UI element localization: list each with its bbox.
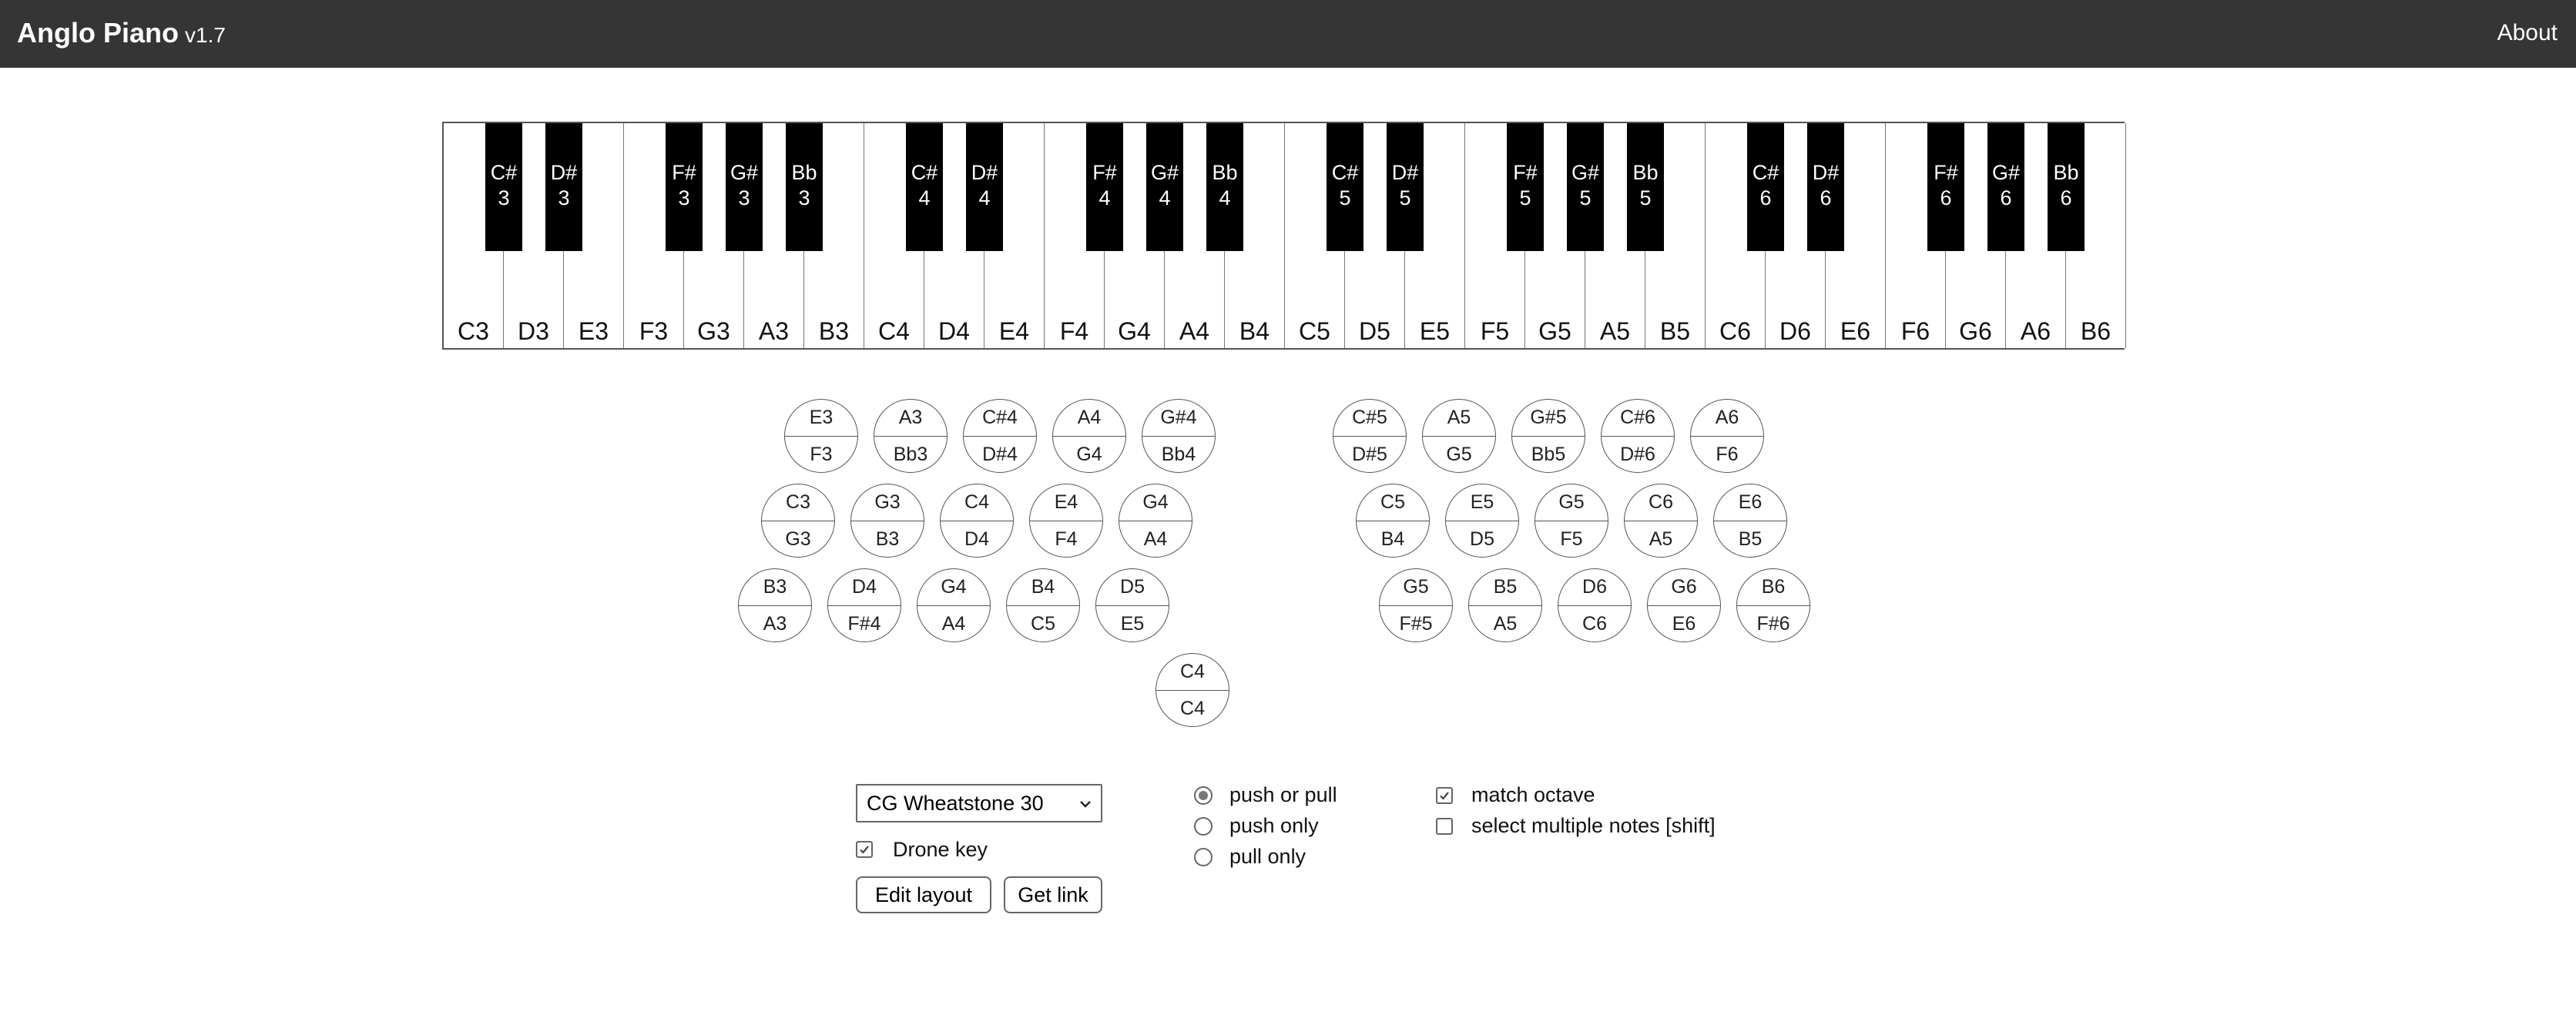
- layout-select-value: CG Wheatstone 30: [867, 792, 1044, 815]
- push-note-label: D4: [852, 576, 877, 598]
- button-divider: [1558, 605, 1631, 606]
- push-note-label: E5: [1470, 491, 1494, 513]
- concertina-button-left[interactable]: [940, 484, 1014, 558]
- edit-layout-button[interactable]: Edit layout: [856, 876, 991, 913]
- white-key-label: F5: [1480, 317, 1510, 345]
- concertina-button-right[interactable]: [1535, 484, 1608, 558]
- match-octave-label: match octave: [1471, 783, 1595, 806]
- white-key-label: C6: [1719, 317, 1751, 345]
- black-key-label: Bb 3: [791, 161, 817, 209]
- black-key[interactable]: [485, 123, 522, 251]
- concertina-button-right[interactable]: [1690, 399, 1764, 473]
- concertina-button-left[interactable]: [738, 568, 812, 642]
- push-note-label: C4: [1180, 661, 1205, 682]
- concertina-button-right[interactable]: [1558, 568, 1632, 642]
- white-key-label: B6: [2080, 317, 2111, 345]
- push-note-label: G4: [941, 576, 967, 598]
- black-key[interactable]: [2048, 123, 2085, 251]
- button-divider: [964, 436, 1036, 437]
- pull-note-label: G4: [1076, 444, 1102, 465]
- pull-note-label: Bb5: [1531, 444, 1566, 465]
- app-title: [17, 17, 226, 49]
- black-key-label: F# 5: [1513, 161, 1538, 209]
- concertina-button-right[interactable]: [1647, 568, 1721, 642]
- concertina-button-right[interactable]: [1713, 484, 1787, 558]
- pull-note-label: F#5: [1399, 613, 1433, 635]
- push-note-label: D5: [1120, 576, 1145, 598]
- pull-note-label: B4: [1380, 528, 1405, 550]
- pull-note-label: D5: [1470, 528, 1494, 550]
- concertina-button-right[interactable]: [1445, 484, 1519, 558]
- concertina-button-left[interactable]: [963, 399, 1037, 473]
- app-version: v1.7: [185, 23, 226, 47]
- push-note-label: G5: [1403, 576, 1429, 598]
- pull-note-label: C6: [1582, 613, 1607, 635]
- black-key-label: C# 4: [911, 161, 938, 209]
- push-note-label: G6: [1671, 576, 1697, 598]
- white-key-label: A4: [1179, 317, 1210, 345]
- black-key-label: C# 5: [1331, 161, 1359, 209]
- pull-note-label: F4: [1055, 528, 1078, 550]
- select-multiple-checkbox[interactable]: [1436, 818, 1453, 835]
- black-key[interactable]: [726, 123, 763, 251]
- button-divider: [1648, 605, 1720, 606]
- black-key[interactable]: [1747, 123, 1784, 251]
- white-key-label: B5: [1659, 317, 1691, 345]
- pull-note-label: G3: [785, 528, 811, 550]
- black-key-label: C# 3: [490, 161, 518, 209]
- match-octave-checkbox[interactable]: [1436, 787, 1453, 804]
- pull-note-label: F6: [1716, 444, 1739, 465]
- push-note-label: C#4: [982, 407, 1018, 428]
- concertina-button-left[interactable]: [1095, 568, 1169, 642]
- white-key-label: C4: [878, 317, 910, 345]
- push-note-label: C5: [1380, 491, 1405, 513]
- push-note-label: E3: [809, 407, 834, 428]
- black-key[interactable]: [1206, 123, 1243, 251]
- concertina-button-left[interactable]: [850, 484, 924, 558]
- button-divider: [1602, 436, 1674, 437]
- concertina-button-right[interactable]: [1422, 399, 1496, 473]
- white-key-label: B3: [818, 317, 850, 345]
- concertina-button-right[interactable]: [1624, 484, 1698, 558]
- push-note-label: B4: [1031, 576, 1055, 598]
- about-link[interactable]: About: [2497, 20, 2558, 45]
- black-key-label: C# 6: [1752, 161, 1779, 209]
- concertina-button-left[interactable]: [761, 484, 835, 558]
- white-key-label: E6: [1840, 317, 1871, 345]
- white-key-label: F3: [639, 317, 669, 345]
- push-or-pull-label: push or pull: [1229, 783, 1337, 806]
- push-only-radio[interactable]: [1194, 817, 1213, 836]
- button-divider: [917, 605, 990, 606]
- concertina-button-left[interactable]: [917, 568, 991, 642]
- push-note-label: A4: [1077, 407, 1102, 428]
- white-key-label: E5: [1419, 317, 1451, 345]
- button-divider: [1142, 436, 1215, 437]
- concertina-button-right[interactable]: [1511, 399, 1585, 473]
- black-key-label: G# 5: [1571, 161, 1600, 209]
- white-key-label: B4: [1239, 317, 1270, 345]
- white-key-label: F6: [1900, 317, 1930, 345]
- concertina-button-right[interactable]: [1601, 399, 1675, 473]
- concertina-button-right[interactable]: [1379, 568, 1453, 642]
- button-divider: [1380, 605, 1452, 606]
- black-key[interactable]: [786, 123, 823, 251]
- white-key-label: D3: [518, 317, 549, 345]
- pull-note-label: D#5: [1352, 444, 1387, 465]
- pull-note-label: D#4: [982, 444, 1018, 465]
- black-key-label: G# 4: [1150, 161, 1179, 209]
- button-divider: [874, 436, 947, 437]
- radio-selected-dot: [1199, 791, 1208, 800]
- chevron-down-icon: [1078, 796, 1093, 816]
- app-header: [0, 0, 2576, 68]
- white-key-label: G5: [1538, 317, 1571, 345]
- piano-keyboard: [442, 122, 2125, 350]
- button-divider: [1053, 436, 1125, 437]
- pull-note-label: E6: [1672, 613, 1696, 635]
- push-note-label: G3: [874, 491, 901, 513]
- push-note-label: C#5: [1352, 407, 1387, 428]
- concertina-button-left[interactable]: [827, 568, 901, 642]
- pull-note-label: C5: [1031, 613, 1055, 635]
- button-divider: [1512, 436, 1585, 437]
- push-note-label: E6: [1738, 491, 1763, 513]
- black-key[interactable]: [1327, 123, 1363, 251]
- white-key-label: A6: [2020, 317, 2051, 345]
- pull-note-label: B5: [1738, 528, 1763, 550]
- pull-note-label: A4: [1143, 528, 1168, 550]
- push-or-pull-radio[interactable]: [1194, 786, 1213, 805]
- black-key[interactable]: [1567, 123, 1604, 251]
- pull-note-label: A3: [763, 613, 787, 635]
- push-only-label: push only: [1229, 814, 1319, 837]
- button-divider: [1007, 605, 1079, 606]
- black-key-label: Bb 5: [1632, 161, 1659, 209]
- push-note-label: B5: [1493, 576, 1518, 598]
- white-key-label: A5: [1599, 317, 1631, 345]
- pull-only-label: pull only: [1229, 845, 1306, 868]
- pull-note-label: G5: [1446, 444, 1472, 465]
- push-note-label: C#6: [1620, 407, 1655, 428]
- concertina-button-left[interactable]: [1052, 399, 1126, 473]
- button-divider: [739, 605, 811, 606]
- pull-note-label: C4: [1180, 698, 1205, 719]
- black-key[interactable]: [966, 123, 1003, 251]
- black-key-label: F# 4: [1092, 161, 1117, 209]
- button-divider: [1737, 605, 1810, 606]
- select-multiple-label: select multiple notes [shift]: [1471, 814, 1716, 837]
- white-key-label: G6: [1959, 317, 1992, 345]
- concertina-button-left[interactable]: [1029, 484, 1103, 558]
- black-key-label: G# 6: [1991, 161, 2021, 209]
- get-link-button[interactable]: Get link: [1004, 876, 1102, 913]
- concertina-button-left[interactable]: [1119, 484, 1192, 558]
- push-note-label: D6: [1582, 576, 1607, 598]
- push-note-label: G#4: [1160, 407, 1197, 428]
- white-key-label: D5: [1359, 317, 1390, 345]
- button-divider: [1423, 436, 1495, 437]
- concertina-button-left[interactable]: [1006, 568, 1080, 642]
- drone-key-label: Drone key: [893, 838, 988, 861]
- pull-note-label: E5: [1120, 613, 1145, 635]
- push-note-label: E4: [1054, 491, 1078, 513]
- pull-note-label: F#6: [1756, 613, 1790, 635]
- white-key-label: C5: [1299, 317, 1330, 345]
- push-note-label: A6: [1715, 407, 1739, 428]
- black-key[interactable]: [545, 123, 582, 251]
- white-key-label: F4: [1059, 317, 1089, 345]
- concertina-button-right[interactable]: [1356, 484, 1430, 558]
- layout-select[interactable]: [856, 784, 1102, 822]
- black-key-label: D# 6: [1812, 161, 1840, 209]
- button-divider: [1096, 605, 1169, 606]
- pull-note-label: D4: [964, 528, 989, 550]
- black-key-label: Bb 4: [1212, 161, 1238, 209]
- white-key-label: E4: [998, 317, 1030, 345]
- black-key[interactable]: [1807, 123, 1844, 251]
- pull-note-label: F#4: [847, 613, 881, 635]
- black-key[interactable]: [1387, 123, 1424, 251]
- drone-key-checkbox[interactable]: [856, 841, 873, 858]
- black-key-label: D# 5: [1391, 161, 1419, 209]
- white-key-label: G4: [1118, 317, 1151, 345]
- pull-note-label: F5: [1560, 528, 1583, 550]
- white-key-label: C3: [458, 317, 489, 345]
- pull-note-label: Bb4: [1161, 444, 1196, 465]
- black-key[interactable]: [1086, 123, 1123, 251]
- pull-note-label: B3: [875, 528, 900, 550]
- black-key[interactable]: [1146, 123, 1183, 251]
- black-key[interactable]: [1507, 123, 1544, 251]
- concertina-button-left[interactable]: [1142, 399, 1216, 473]
- button-divider: [1333, 436, 1406, 437]
- pull-only-radio[interactable]: [1194, 848, 1213, 866]
- push-note-label: A3: [898, 407, 923, 428]
- white-key-label: E3: [578, 317, 609, 345]
- black-key-label: F# 6: [1934, 161, 1958, 209]
- black-key-label: D# 4: [971, 161, 998, 209]
- black-key[interactable]: [906, 123, 943, 251]
- white-key-label: D6: [1779, 317, 1811, 345]
- push-note-label: A5: [1447, 407, 1471, 428]
- concertina-button-right[interactable]: [1333, 399, 1407, 473]
- black-key[interactable]: [1927, 123, 1964, 251]
- concertina-button-left[interactable]: [1156, 653, 1229, 727]
- concertina-button-right[interactable]: [1468, 568, 1542, 642]
- black-key[interactable]: [1627, 123, 1664, 251]
- black-key-label: Bb 6: [2053, 161, 2079, 209]
- white-key-label: A3: [758, 317, 790, 345]
- concertina-button-right[interactable]: [1736, 568, 1810, 642]
- pull-note-label: A5: [1493, 613, 1518, 635]
- app-name: Anglo Piano: [17, 17, 179, 49]
- button-divider: [785, 436, 857, 437]
- button-divider: [828, 605, 901, 606]
- black-key[interactable]: [666, 123, 703, 251]
- black-key-label: D# 3: [550, 161, 578, 209]
- button-divider: [1156, 690, 1229, 691]
- push-note-label: C3: [786, 491, 810, 513]
- pull-note-label: F3: [810, 444, 833, 465]
- pull-note-label: A4: [941, 613, 966, 635]
- white-key-label: D4: [938, 317, 970, 345]
- button-divider: [1469, 605, 1541, 606]
- push-note-label: G5: [1558, 491, 1585, 513]
- pull-note-label: A5: [1649, 528, 1673, 550]
- black-key-label: F# 3: [672, 161, 696, 209]
- button-divider: [1691, 436, 1763, 437]
- push-note-label: C4: [964, 491, 989, 513]
- push-note-label: G#5: [1530, 407, 1567, 428]
- concertina-button-left[interactable]: [784, 399, 858, 473]
- black-key-label: G# 3: [730, 161, 759, 209]
- push-note-label: G4: [1142, 491, 1169, 513]
- push-note-label: B3: [763, 576, 787, 598]
- push-note-label: C6: [1649, 491, 1673, 513]
- pull-note-label: D#6: [1620, 444, 1655, 465]
- concertina-button-left[interactable]: [874, 399, 948, 473]
- black-key[interactable]: [1987, 123, 2024, 251]
- white-key-label: G3: [697, 317, 730, 345]
- push-note-label: B6: [1761, 576, 1786, 598]
- pull-note-label: Bb3: [893, 444, 928, 465]
